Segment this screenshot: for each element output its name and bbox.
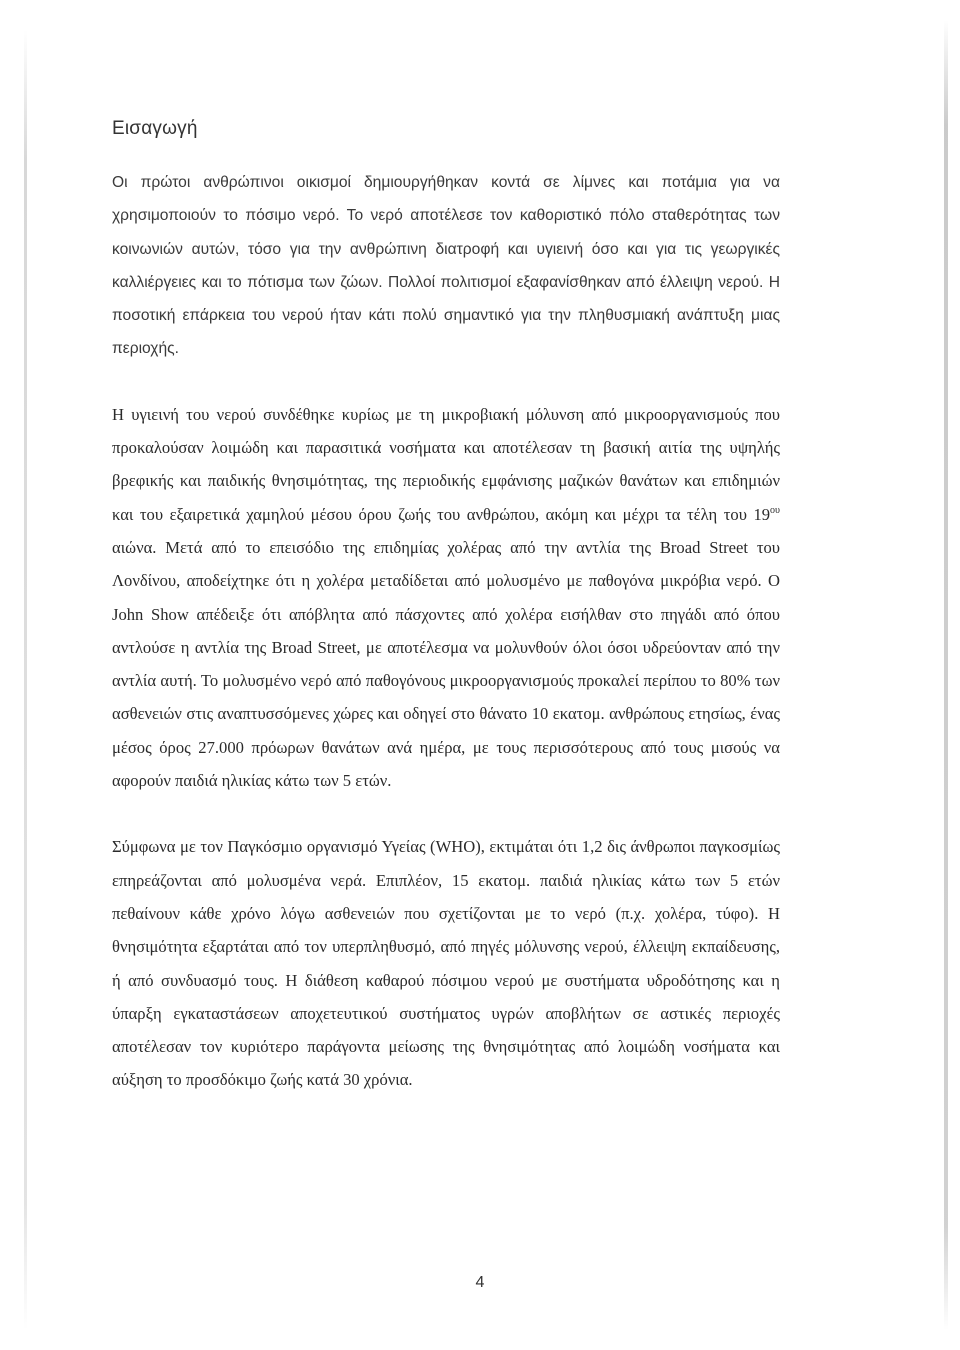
scan-edge-left: [24, 30, 27, 1330]
document-body: [112, 118, 780, 1097]
paragraph-1: Οι πρώτοι ανθρώπινοι οικισμοί δημιουργήθηκαν κοντά σε λίμνες και ποτάμια για να χρησιμοποιούν το πόσιμο νερό. Το νερό αποτέλεσε τον καθοριστικό πόλο σταθερότητας των κοινωνιών αυτών, τόσο για την ανθρώπινη διατροφή και υγιεινή όσο και για τις γεωργικές καλλιέργειες και το πότισμα των ζώων. Πολλοί πολιτισμοί εξαφανίσθηκαν από έλλειψη νερού. Η ποσοτική επάρκεια του νερού ήταν κάτι πολύ σημαντικό για την πληθυσμιακή ανάπτυξη μιας περιοχής.: [112, 174, 780, 358]
paragraph-2-text-b: αιώνα. Μετά από το επεισόδιο της επιδημίας χολέρας από την αντλία της Broad Street του Λονδίνου, αποδείχτηκε ότι η χολέρα μεταδίδεται από μολυσμένο με παθογόνα μικρόβια νερό. Ο John Show απέδειξε ότι απόβλητα από πάσχοντες από χολέρα εισήλθαν στο πηγάδι από όπου αντλούσε η αντλία της Broad Street, με αποτέλεσμα να μολυνθούν όλοι όσοι υδρεύονταν από την αντλία αυτή. Το μολυσμένο νερό από παθογόνους μικροοργανισμούς προκαλεί περίπου το 80% των ασθενειών στις αναπτυσσόμενες χώρες και οδηγεί στο θάνατο 10 εκατομ. ανθρώπους ετησίως, ένας μέσος όρος 27.000 πρόωρων θανάτων ανά ημέρα, με τους περισσότερους από τους μισούς να αφορούν παιδιά ηλικίας κάτω των 5 ετών.: [112, 537, 780, 791]
paragraph-3: Σύμφωνα με τον Παγκόσμιο οργανισμό Υγείας (WHO), εκτιμάται ότι 1,2 δις άνθρωποι παγκοσμίως επηρεάζονται από μολυσμένα νερά. Επιπλέον, 15 εκατομ. παιδιά ηλικίας κάτω των 5 ετών πεθαίνουν κάθε χρόνο λόγω ασθενειών που σχετίζονται με το νερό (π.χ. χολέρα, τύφο). Η θνησιμότητα εξαρτάται από τον υπερπληθυσμό, από πηγές μόλυνσης νερού, έλλειψη εκπαίδευσης, ή από συνδυασμό τους. Η διάθεση καθαρού πόσιμου νερού με συστήματα υδροδότησης και η ύπαρξη εγκαταστάσεων αποχετευτικού συστήματος υγρών αποβλήτων σε αστικές περιοχές αποτέλεσαν τον κυριότερο παράγοντα μείωσης της θνησιμότητας από λοιμώδη νοσήματα και αύξηση το προσδόκιμο ζωής κατά 30 χρόνια.: [112, 837, 780, 1090]
paragraph-2: [112, 398, 780, 798]
century-superscript: ου: [770, 504, 780, 516]
paragraph-2-text-a: Η υγιεινή του νερού συνδέθηκε κυρίως με τη μικροβιακή μόλυνση από μικροοργανισμούς που προκαλούσαν λοιμώδη και παρασιτικά νοσήματα και αποτέλεσαν τη βασική αιτία της υψηλής βρεφικής και παιδικής θνησιμότητας, της περιοδικής εμφάνισης μαζικών θανάτων και επιδημιών και του εξαιρετικά χαμηλού μέσου όρου ζωής του ανθρώπου, ακόμη και μέχρι τα τέλη του 19: [112, 404, 780, 524]
section-title: Εισαγωγή: [112, 118, 198, 139]
page-number: 4: [475, 1274, 485, 1291]
scan-edge-right: [944, 20, 948, 1330]
